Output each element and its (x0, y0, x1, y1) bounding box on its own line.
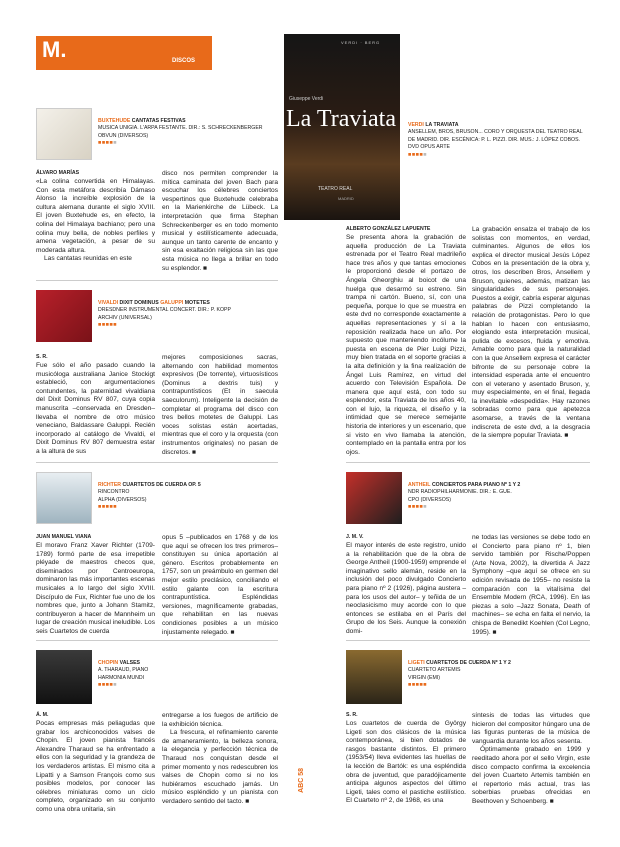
paragraph: Óptimamente grabado en 1999 y reeditado ahora por el sello Virgin, este disco compacto confirma la excelencia del joven Cuarteto Artemis también en el repertorio más actual, tras las soberbias pruebas ofrecidas en Beethoven y Schoenberg. ■ (472, 746, 590, 805)
rating-stars: ■■■■■ (98, 322, 118, 329)
review-author: J. M. V. (346, 534, 364, 540)
page-number: ABC 58 (298, 768, 305, 793)
divider (36, 280, 278, 281)
album-cover-vivaldi (36, 290, 92, 342)
review-text-col2: ne todas las versiones se debe todo en el Concierto para piano nº 1, bien servido también por Rische/Poppen (Arte Nova, 2002), la divertida A Jazz Symphony –que aquí se ofrece en su edición revisada de 1955– no resiste la comparación con la vitalísima del Ensemble Modern (RCA, 1996). En las piezas a solo –Jazz Sonata, Death of machines– se echa en falta el nervio, la chispa de Benedikt Koehlen (Col Legno, 1995). ■ (472, 534, 590, 636)
performers: NDR RADIOPHILHARMONIE. DIR.: E. GUE. (408, 489, 512, 496)
review-text-col2: disco nos permiten comprender la mítica caminata del joven Bach para escuchar los célebres conciertos vespertinos que Buxtehude celebraba en la Marienkirche de Lübeck. La interpretación que firma Stephan Schreckenberger es en todo momento musical y estilísticamente adecuada, aunque un tanto carente de encanto y sin esa exaltación religiosa sin las que esta música no llega a brillar en todo su esplendor. ■ (162, 170, 278, 272)
review-meta-antheil (408, 482, 590, 512)
review-author: S. R. (346, 712, 358, 718)
album-title: VALSES (119, 660, 141, 666)
cover-label-top: VERDI · BERG (341, 40, 381, 45)
review-meta-verdi (408, 122, 590, 159)
album-title: LA TRAVIATA (425, 122, 459, 128)
divider (36, 462, 278, 463)
composer-2: GALUPPI (160, 300, 184, 306)
album-cover-ligeti (346, 650, 402, 704)
label: OBVUN (DIVERSOS) (98, 132, 149, 139)
review-text-col1: Los cuartetos de cuerda de György Ligeti son dos clásicos de la música contemporánea, si bien dotados de rasgos bastante distintos. El primero (1953/54) lleva evidentes las huellas de la lección de Bartók: es una espléndida obra de juventud, que paradójicamente anticipa algunos aspectos del último Ligeti, tales como el pastiche estilístico. El Cuarteto nº 2, de 1968, es una (346, 720, 466, 805)
review-text-col1: Fue sólo el año pasado cuando la musicóloga australiana Janice Stockigt estableció, con argumentaciones contundentes, la paternidad vivaldiana del Dixit Dominus RV 807, cuya copia manuscrita –conservada en Dresden– llevaba el nombre de otro músico veneciano, Baldassare Galuppi. Recién incorporado al catálogo de Vivaldi, el Dixit Dominus RV 807 demuestra estar a la altura de sus (36, 362, 155, 455)
review-meta-buxtehude (98, 118, 278, 148)
review-text-col2: La grabación ensalza el trabajo de los solistas con momentos, en verdad, culminantes. Algunos de ellos los explica el director musical Jesús López Cobos en la presentación de la obra y, otros, los describen Bros, Ansellem y Bruson, quienes, además, matizan las singularidades de sus personajes. Puestos a exigir, cabría esperar algunas palabras de Pizzi completando la relación de protagonistas. Pero lo que hablan lo hacen con entusiasmo, elogiando esta interpretación musical, pulida de excesos, fluida y emotiva. Amable como para que la naturalidad con la que Ansellem expresa el carácter bifronte de su personaje cobre la intensidad esperada ante el encuentro con el veterano y asentado Bruson, y, muy especialmente, en el final, llegada la inevitable «despedida». Hay razones sobradas como para que apetezca asomarse, a través de la ventana indiscreta de este dvd, a la desgracia de la siempre popular Traviata. ■ (472, 226, 590, 440)
performers: CUARTETO ARTEMIS (408, 667, 461, 674)
album-cover-antheil (346, 472, 402, 524)
rating-stars: ■■■■■ (98, 682, 118, 689)
review-text-col1: Se presenta ahora la grabación de aquella producción de La Traviata estrenada por el Teatro Real madrileño hace tres años y que tantas emociones le proporcionó desde el portazo de Ángela Gheorghiu al boicot de una huelga que desarmó su estreno. Sin trampa ni cartón. Bueno, sí, con una pequeña, porque lo que se muestra en este dvd no corresponde exactamente a aquellas representaciones y sí a la reposición realizada hace un año. Por supuesto que manteniendo incólume la puesta en escena de Pier Luigi Pizzi, muy bien tratada en el soporte gracias a la alta definición y la fina realización de Ángel Luis Ramírez, en virtud del acuerdo con Televisión Española. De manera que aquí está, con todo su esplendor, esta Traviata de los años 40, con el lujo, la riqueza, el diseño y la intimidad que se merece semejante historia de interiores y un escenario, que si visto en vivo llamaba la atención, contemplado en la pantalla entra por los ojos. (346, 234, 466, 456)
rating-stars: ■■■■■ (408, 504, 428, 511)
rating-stars: ■■■■■ (408, 151, 428, 158)
album-cover-buxtehude (36, 108, 92, 160)
album-cover-richter (36, 472, 92, 524)
paragraph: «La colina convertida en Himalayas. Con esta metáfora describía Dámaso Alonso la increíble explosión de la cultura alemana durante el siglo XVIII. El joven Buxtehude es, en efecto, la colina del Himalaya bachiano; pero una colina muy bella, de nobles perfiles y amena vegetación, a pesar de su moderada altura. (36, 178, 155, 254)
review-meta-vivaldi (98, 300, 278, 330)
review-text-col2 (162, 712, 278, 807)
label: ALPHA (DIVERSOS) (98, 496, 147, 503)
album-title: CUARTETOS DE CUERDA Nº 1 Y 2 (426, 660, 511, 666)
review-meta-richter (98, 482, 278, 512)
review-text-col1: Pocas empresas más peliagudas que grabar los archiconocidos valses de Chopin. El joven pianista francés Alexandre Tharaud se ha enfrentado a ellos con la seguridad y la grandeza de los verdaderos artistas. El mismo cita a Lipatti y a Samson François como sus posibles modelos, por conocer las célebres miniaturas como un ciclo completo, organizado en su conjunto como una obra unitaria, sin (36, 720, 155, 813)
rating-stars: ■■■■■ (98, 140, 118, 147)
label: CPO (DIVERSOS) (408, 496, 451, 503)
rating-stars: ■■■■■ (98, 504, 118, 511)
performers: DRESDNER INSTRUMENTAL CONCERT. DIR.: P. KOPP (98, 307, 231, 314)
cover-title: La Traviata (286, 106, 396, 132)
performers: RINCONTRO (98, 489, 130, 496)
label: DVD OPUS ARTE (408, 144, 450, 151)
album-cover-chopin (36, 650, 92, 704)
composer: ANTHEIL (408, 482, 431, 488)
cover-composer: Giuseppe Verdi (289, 96, 324, 102)
review-meta-ligeti (408, 660, 590, 690)
cover-subtitle-2: MADRID (338, 196, 354, 201)
composer: VIVALDI (98, 300, 119, 306)
paragraph: entregarse a los fuegos de artificio de la exhibición técnica. (162, 712, 278, 728)
label: ARCHIV (UNIVERSAL) (98, 314, 152, 321)
review-text-col1: El mayor interés de este registro, unido a la rehabilitación que de la obra de George Antheil (1900-1959) emprende el imaginativo sello alemán, reside en la inclusión del poco divulgado Concierto para piano nº 2 (1926), página austera –para los usos del autor– y teñida de un neoclasicismo muy acorde con lo que entonces se estilaba en el París del Grupo de los Seis. Aunque la conexión domi- (346, 542, 466, 635)
paragraph: síntesis de todas las virtudes que hicieron del compositor húngaro una de las figuras punteras de la música de vanguardia durante los años sesenta. (472, 712, 590, 745)
label: HARMONIA MUNDI (98, 674, 145, 681)
cover-subtitle: TEATRO REAL (318, 186, 353, 192)
divider (346, 462, 590, 463)
review-author: Á. M. (36, 712, 49, 718)
composer: RICHTER (98, 482, 122, 488)
review-text-col1: El moravo Franz Xaver Richter (1709-1789) formó parte de esa irrepetible pléyade de maestros checos que, diseminados por Centroeuropa, dominaron las más importantes escenas musicales a lo largo del siglo XVIII. Discípulo de Fux, Richter fue uno de los nombres que, junto a Johann Stamitz, contribuyeron a hacer de Mannheim un lugar de creación musical ineludible. Los seis Cuartetos de cuerda (36, 542, 155, 635)
performers: ANSELLEM, BROS, BRUSON... CORO Y ORQUESTA DEL TEATRO REAL DE MADRID. DIR. ESCÉNICA: P. L. PIZZI. DIR. MUS.: J. LÓPEZ COBOS. (408, 129, 583, 143)
section-letter: M. (42, 37, 67, 62)
composer: LIGETI (408, 660, 425, 666)
rating-stars: ■■■■■ (408, 682, 428, 689)
performers: MUSICA UNIGIA. L'ARPA FESTANTE. DIR.: S. SCHRECKENBERGER (98, 125, 263, 132)
review-author: S. R. (36, 354, 48, 360)
review-text-col2 (472, 712, 590, 807)
composer: VERDI (408, 122, 424, 128)
divider (36, 640, 278, 641)
review-text-col1 (36, 178, 155, 264)
composer: BUXTEHUDE (98, 118, 131, 124)
album-title: CUARTETOS DE CUERDA OP. 5 (122, 482, 201, 488)
paragraph: La frescura, el refinamiento carente de amaneramiento, la belleza sonora, la elegancia y perfección técnica de Tharaud nos conquistan desde el primer momento y nos redescubren los valses de Chopin como si no los hubiéramos escuchado jamás. Un músico espléndido y un pianista con verdadero sentido del tacto. ■ (162, 729, 278, 805)
album-title: DIXIT DOMINUS (119, 300, 159, 306)
label: VIRGIN (EMI) (408, 674, 440, 681)
divider (346, 640, 590, 641)
section-name: DISCOS (172, 58, 196, 64)
review-author: ÁLVARO MARÍAS (36, 170, 80, 176)
review-text-col2: mejores composiciones sacras, alternando con habilidad momentos expresivos (De torrente), virtuosísticos (Dominus a dextris tuis) y contrapuntísticos (Et in saecula saeculorum). Inteligente la decisión de completar el programa del disco con tres bellos motetes de Galuppi. Las voces solistas están acertadas, mientras que el coro y la orquesta (con instrumentos originales) no pasan de discretos. ■ (162, 354, 278, 456)
album-title-2: MOTETES (184, 300, 210, 306)
album-title: CANTATAS FESTIVAS (131, 118, 186, 124)
review-text-col2: opus 5 –publicados en 1768 y de los que aquí se ofrecen los tres primeros– constituyen su única aportación al género. Escritos probablemente en 1757, son un preámbulo en germen del mejor estilo preclásico, conciliando el estilo galante con la escritura contrapuntística. Espléndidas versiones, magníficamente grabadas, que rehabilitan en las nuevas condiciones posibles a un músico injustamente relegado. ■ (162, 534, 278, 636)
album-title: CONCIERTOS PARA PIANO Nº 1 Y 2 (431, 482, 521, 488)
performers: A. THARAUD, PIANO (98, 667, 149, 674)
review-meta-chopin (98, 660, 278, 690)
review-author: ALBERTO GONZÁLEZ LAPUENTE (346, 226, 431, 232)
paragraph: Las cantatas reunidas en este (44, 255, 132, 263)
review-author: JUAN MANUEL VIANA (36, 534, 92, 540)
composer: CHOPIN (98, 660, 119, 666)
